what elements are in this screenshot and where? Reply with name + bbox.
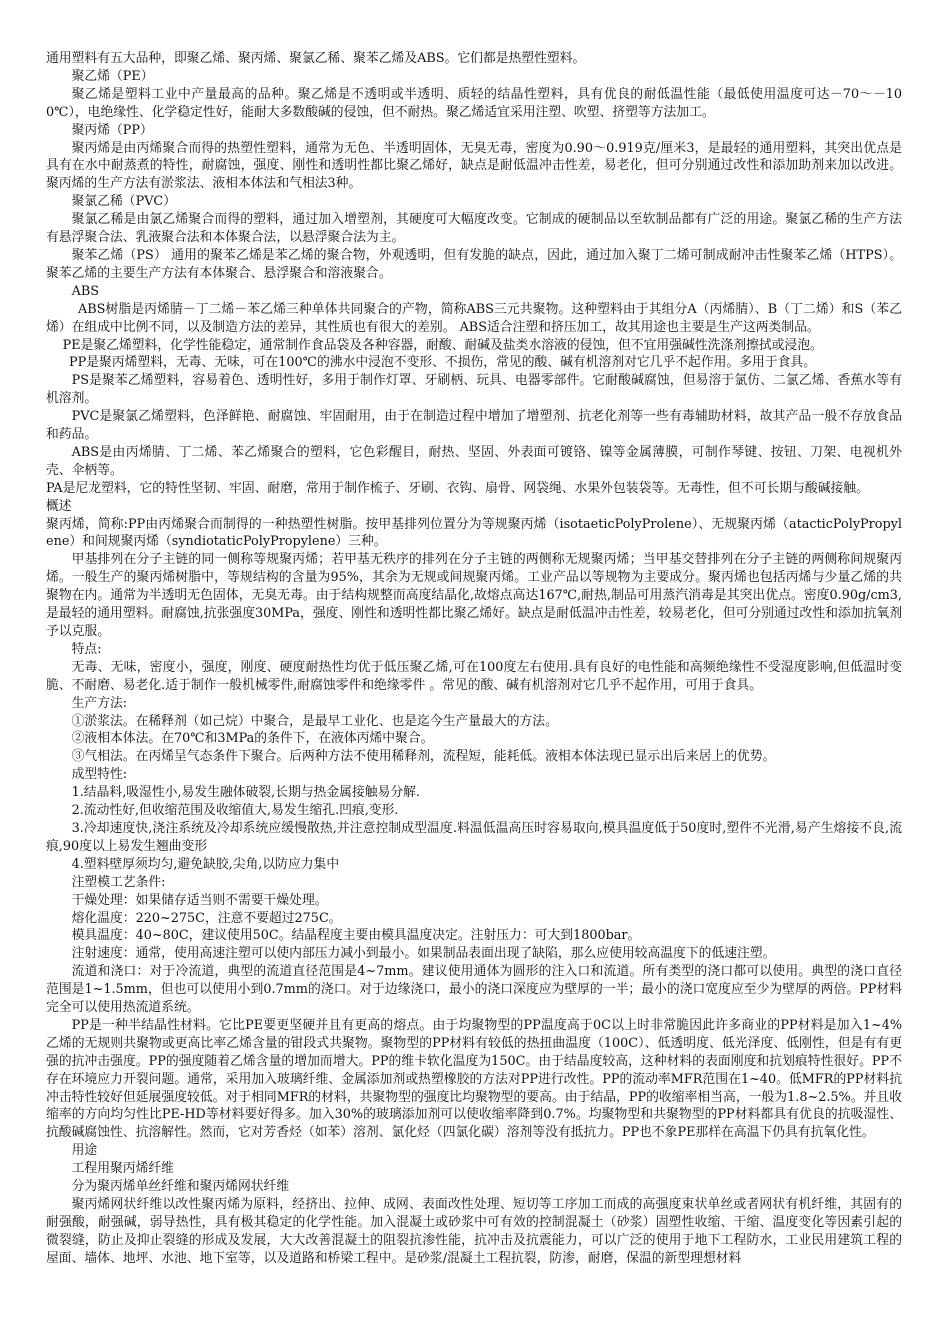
paragraph: 聚丙烯网状纤维以改性聚丙烯为原料，经挤出、拉伸、成网、表面改性处理、短切等工序加工而成的高强度束状单丝或者网状有机纤维，其固有的耐强酸，耐强碱，弱导热性，具有极其稳定的化学性能。加入混凝土或砂浆中可有效的控制混凝土（砂浆）固塑性收缩、干缩、温度变化等因素引起的微裂缝，防止及抑止裂缝的形成及发展，大大改善混凝土的阻裂抗渗性能，抗冲击及抗震能力，可以广泛的使用于地下工程防水，工业民用建筑工程的屋面、墙体、地坪、水池、地下室等，以及道路和桥梁工程中。是砂浆/混凝土工程抗裂，防渗，耐磨，保温的新型理想材料 bbox=[46, 1197, 902, 1266]
paragraph: PP是聚丙烯塑料，无毒、无味，可在100℃的沸水中浸泡不变形、不损伤，常见的酸、碱有机溶剂对它几乎不起作用。多用于食具。 bbox=[69, 355, 817, 371]
paragraph: ABS bbox=[71, 283, 100, 299]
paragraph: PVC是聚氯乙烯塑料，色泽鲜艳、耐腐蚀、牢固耐用，由于在制造过程中增加了增塑剂、抗老化剂等一些有毒辅助材料，故其产品一般不存放食品和药品。 bbox=[46, 409, 902, 443]
paragraph: 特点: bbox=[71, 641, 102, 657]
paragraph: 生产方法: bbox=[71, 695, 128, 711]
paragraph: 注射速度：通常，使用高速注塑可以使内部压力减小到最小。如果制品表面出现了缺陷，那么应使用较高温度下的低速注塑。 bbox=[71, 946, 776, 962]
paragraph: 用途 bbox=[71, 1143, 98, 1159]
paragraph: 干燥处理：如果储存适当则不需要干燥处理。 bbox=[71, 892, 328, 908]
paragraph: 通用塑料有五大品种，即聚乙烯、聚丙烯、聚氯乙稀、聚苯乙烯及ABS。它们都是热塑性塑料。 bbox=[46, 51, 586, 66]
paragraph: PP是一种半结晶性材料。它比PE要更坚硬并且有更高的熔点。由于均聚物型的PP温度高于0C以上时非常脆因此许多商业的PP材料是加入1~4%乙烯的无规则共聚物或更高比率乙烯含量的钳段式共聚物。聚物型的PP材料有较低的热扭曲温度（100C）、低透明度、低光泽度、低刚性，但是有有更强的抗冲击强度。PP的强度随着乙烯含量的增加而增大。PP的维卡软化温度为150C。由于结晶度较高，这种材料的表面刚度和抗划痕特性很好。PP不存在环境应力开裂问题。通常，采用加入玻璃纤维、金属添加剂或热塑橡胶的方法对PP进行改性。PP的流动率MFR范围在1~40。低MFR的PP材料抗冲击特性较好但延展强度较低。对于相同MFR的材料，共聚物型的强度比均聚物型的要高。由于结晶，PP的收缩率相当高，一般为1.8~2.5%。并且收缩率的方向均匀性比PE-HD等材料要好得多。加入30%的玻璃添加剂可以使收缩率降到0.7%。均聚物型和共聚物型的PP材料都具有优良的抗吸湿性、抗酸碱腐蚀性、抗溶解性。然而，它对芳香烃（如苯）溶剂、氯化烃（四氯化碳）溶剂等没有抵抗力。PP也不象PE那样在高温下仍具有抗氧化性。 bbox=[46, 1017, 902, 1141]
paragraph: 无毒、无味，密度小，强度，刚度、硬度耐热性均优于低压聚乙烯,可在100度左右使用.具有良好的电性能和高频绝缘性不受湿度影响,但低温时变脆、不耐磨、易老化.适于制作一般机械零件,耐腐蚀零件和绝缘零件 。常见的酸、碱有机溶剂对它几乎不起作用，可用于食具。 bbox=[46, 659, 902, 693]
paragraph: 注塑模工艺条件: bbox=[71, 874, 166, 890]
paragraph: 分为聚丙烯单丝纤维和聚丙烯网状纤维 bbox=[71, 1179, 290, 1195]
paragraph: 流道和浇口：对于冷流道，典型的流道直径范围是4~7mm。建议使用通体为圆形的注入口和流道。所有类型的浇口都可以使用。典型的浇口直径范围是1~1.5mm，但也可以使用小到0.7mm的浇口。对于边缘浇口，最小的浇口深度应为壁厚的一半；最小的浇口宽度应至少为壁厚的两倍。PP材料完全可以使用热流道系统。 bbox=[46, 964, 902, 1016]
paragraph: 聚丙烯是由丙烯聚合而得的热塑性塑料，通常为无色、半透明固体，无臭无毒，密度为0.90～0.919克/厘米3，是最轻的通用塑料，其突出优点是具有在水中耐蒸煮的特性，耐腐蚀，强度、刚性和透明性都比聚乙烯好，缺点是耐低温冲击性差，易老化，但可分别通过改性和添加助剂来加以改进。聚丙烯的生产方法有淤浆法、液相本体法和气相法3种。 bbox=[46, 140, 902, 192]
document-body bbox=[46, 50, 902, 1268]
paragraph: 3.冷却速度快,浇注系统及冷却系统应缓慢散热,并注意控制成型温度.料温低温高压时容易取向,模具温度低于50度时,塑件不光滑,易产生熔接不良,流痕,90度以上易发生翘曲变形 bbox=[46, 820, 902, 854]
paragraph: 聚氯乙稀（PVC） bbox=[71, 194, 177, 210]
paragraph: 聚丙烯（PP） bbox=[71, 122, 153, 138]
paragraph: 熔化温度：220~275C，注意不要超过275C。 bbox=[71, 910, 342, 926]
paragraph: ABS树脂是丙烯腈－丁二烯－苯乙烯三种单体共同聚合的产物，简称ABS三元共聚物。这种塑料由于其组分A（丙烯腈）、B（丁二烯）和S（苯乙烯）在组成中比例不同，以及制造方法的差异，其性质也有很大的差别。 ABS适合注塑和挤压加工，故其用途也主要是生产这两类制品。 bbox=[46, 301, 902, 335]
paragraph: 成型特性: bbox=[71, 767, 128, 783]
paragraph: 聚乙烯是塑料工业中产量最高的品种。聚乙烯是不透明或半透明、质轻的结晶性塑料，具有优良的耐低温性能（最低使用温度可达－70～－100℃），电绝缘性、化学稳定性好，能耐大多数酸碱的侵蚀，但不耐热。聚乙烯适宜采用注塑、吹塑、挤塑等方法加工。 bbox=[46, 86, 902, 120]
paragraph: 甲基排列在分子主链的同一侧称等规聚丙烯；若甲基无秩序的排列在分子主链的两侧称无规聚丙烯；当甲基交替排列在分子主链的两侧称间规聚丙烯。一般生产的聚丙烯树脂中，等规结构的含量为95%，其余为无规或间规聚丙烯。工业产品以等规物为主要成分。聚丙烯也包括丙烯与少量乙烯的共聚物在内。通常为半透明无色固体，无臭无毒。由于结构规整而高度结晶化,故熔点高达167℃,耐热,制品可用蒸汽消毒是其突出优点。密度0.90g/cm3,是最轻的通用塑料。耐腐蚀,抗张强度30MPa，强度、刚性和透明性都比聚乙烯好。缺点是耐低温冲击性差，较易老化，但可分别通过改性和添加抗氧剂予以克服。 bbox=[46, 552, 902, 639]
paragraph: ③气相法。在丙烯呈气态条件下聚合。后两种方法不使用稀释剂，流程短，能耗低。液相本体法现已显示出后来居上的优势。 bbox=[71, 749, 776, 765]
paragraph: ABS是由丙烯腈、丁二烯、苯乙烯聚合的塑料，它色彩醒目，耐热、坚固、外表面可镀铬、镍等金属薄膜，可制作琴键、按钮、刀架、电视机外壳、伞柄等。 bbox=[46, 444, 902, 478]
paragraph: PA是尼龙塑料，它的特性坚韧、牢固、耐磨，常用于制作梳子、牙刷、衣钩、扇骨、网袋绳、水果外包装袋等。无毒性，但不可长期与酸碱接触。 bbox=[46, 480, 869, 496]
paragraph: PE是聚乙烯塑料，化学性能稳定，通常制作食品袋及各种容器，耐酸、耐碱及盐类水溶液的侵蚀，但不宜用强碱性洗涤剂擦拭或浸泡。 bbox=[62, 337, 823, 353]
paragraph: 聚氯乙稀是由氯乙烯聚合而得的塑料，通过加入增塑剂，其硬度可大幅度改变。它制成的硬制品以至软制品都有广泛的用途。聚氯乙稀的生产方法有悬浮聚合法、乳液聚合法和本体聚合法，以悬浮聚合法为主。 bbox=[46, 212, 902, 246]
paragraph: 1.结晶料,吸湿性小,易发生融体破裂,长期与热金属接触易分解. bbox=[71, 785, 420, 801]
paragraph: 4.塑料壁厚须均匀,避免缺胶,尖角,以防应力集中 bbox=[71, 856, 340, 872]
paragraph: 聚乙烯（PE） bbox=[71, 68, 154, 84]
paragraph: ①淤浆法。在稀释剂（如己烷）中聚合，是最早工业化、也是迄今生产量最大的方法。 bbox=[71, 713, 558, 729]
paragraph: 2.流动性好,但收缩范围及收缩值大,易发生缩孔.凹痕,变形. bbox=[71, 803, 399, 819]
paragraph: PS是聚苯乙烯塑料，容易着色、透明性好，多用于制作灯罩、牙刷柄、玩具、电器零部件。它耐酸碱腐蚀，但易溶于氯仿、二氯乙烯、香蕉水等有机溶剂。 bbox=[46, 373, 902, 407]
paragraph: 工程用聚丙烯纤维 bbox=[71, 1161, 174, 1177]
paragraph: 聚丙烯，简称:PP由丙烯聚合而制得的一种热塑性树脂。按甲基排列位置分为等规聚丙烯（isotaeticPolyProlene）、无规聚丙烯（atacticPolyPropylene）和间规聚丙烯（syndiotaticPolyPropylene）三种。 bbox=[46, 516, 902, 550]
paragraph: 概述 bbox=[46, 498, 72, 514]
paragraph: 聚苯乙烯（PS） 通用的聚苯乙烯是苯乙烯的聚合物，外观透明，但有发脆的缺点，因此，通过加入聚丁二烯可制成耐冲击性聚苯乙烯（HTPS）。聚苯乙烯的主要生产方法有本体聚合、悬浮聚合和溶液聚合。 bbox=[46, 247, 902, 281]
paragraph: ②液相本体法。在70℃和3MPa的条件下，在液体丙烯中聚合。 bbox=[71, 731, 434, 747]
paragraph: 模具温度：40~80C，建议使用50C。结晶程度主要由模具温度决定。注射压力：可大到1800bar。 bbox=[71, 928, 641, 944]
